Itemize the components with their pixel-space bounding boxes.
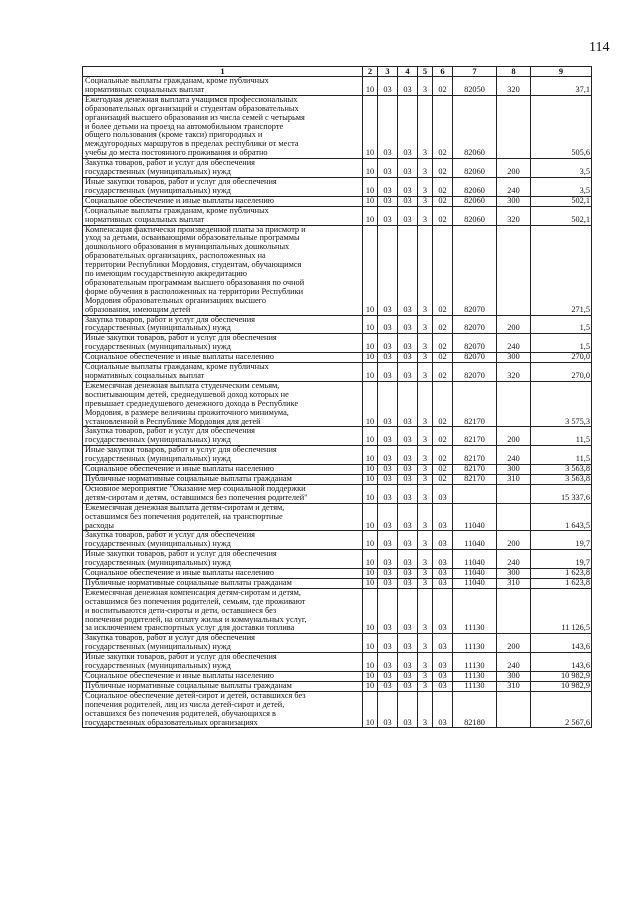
event-code: 02	[433, 353, 453, 363]
table-row	[83, 206, 592, 225]
section-code: 10	[363, 225, 378, 315]
subsection-code: 03	[378, 315, 398, 334]
section-code: 10	[363, 484, 378, 503]
amount: 11,5	[531, 446, 592, 465]
table-row	[83, 381, 592, 427]
amount: 271,5	[531, 225, 592, 315]
subsection-code: 03	[378, 484, 398, 503]
subsection-code: 03	[378, 353, 398, 363]
program-code: 03	[398, 653, 418, 672]
subsection-code: 03	[378, 634, 398, 653]
expense-type-code: 300	[497, 569, 531, 579]
row-description: Социальные выплаты гражданам, кроме публичных нормативных социальных выплат	[83, 363, 363, 382]
subsection-code: 03	[378, 588, 398, 634]
subprogram-code: 3	[418, 77, 433, 96]
program-code: 03	[398, 353, 418, 363]
direction-code: 11130	[453, 588, 497, 634]
amount: 502,1	[531, 196, 592, 206]
table-row	[83, 465, 592, 475]
subsection-code: 03	[378, 177, 398, 196]
program-code: 03	[398, 225, 418, 315]
program-code: 03	[398, 196, 418, 206]
direction-code: 82060	[453, 206, 497, 225]
column-header: 7	[453, 67, 497, 77]
table-row	[83, 363, 592, 382]
subsection-code: 03	[378, 196, 398, 206]
subsection-code: 03	[378, 672, 398, 682]
amount: 3 563,8	[531, 465, 592, 475]
table-row	[83, 672, 592, 682]
subprogram-code: 3	[418, 381, 433, 427]
event-code: 03	[433, 653, 453, 672]
section-code: 10	[363, 206, 378, 225]
expense-type-code: 320	[497, 77, 531, 96]
amount: 3 575,3	[531, 381, 592, 427]
event-code: 03	[433, 691, 453, 728]
subprogram-code: 3	[418, 315, 433, 334]
section-code: 10	[363, 531, 378, 550]
direction-code: 82060	[453, 159, 497, 178]
table-row	[83, 334, 592, 353]
program-code: 03	[398, 465, 418, 475]
amount: 505,6	[531, 95, 592, 158]
event-code: 03	[433, 569, 453, 579]
program-code: 03	[398, 503, 418, 531]
section-code: 10	[363, 196, 378, 206]
row-description: Иные закупки товаров, работ и услуг для обеспечения государственных (муниципальных) нужд	[83, 653, 363, 672]
subprogram-code: 3	[418, 653, 433, 672]
direction-code: 11040	[453, 503, 497, 531]
direction-code	[453, 484, 497, 503]
row-description: Социальное обеспечение и иные выплаты населению	[83, 569, 363, 579]
expense-type-code: 240	[497, 446, 531, 465]
section-code: 10	[363, 77, 378, 96]
program-code: 03	[398, 691, 418, 728]
event-code: 03	[433, 588, 453, 634]
program-code: 03	[398, 95, 418, 158]
section-code: 10	[363, 634, 378, 653]
event-code: 02	[433, 159, 453, 178]
subprogram-code: 3	[418, 465, 433, 475]
direction-code: 82060	[453, 196, 497, 206]
amount: 19,7	[531, 531, 592, 550]
event-code: 03	[433, 672, 453, 682]
amount: 1 623,8	[531, 578, 592, 588]
column-header: 5	[418, 67, 433, 77]
event-code: 02	[433, 177, 453, 196]
event-code: 02	[433, 381, 453, 427]
expense-type-code	[497, 691, 531, 728]
subprogram-code: 3	[418, 159, 433, 178]
table-row	[83, 531, 592, 550]
subsection-code: 03	[378, 225, 398, 315]
amount: 3,5	[531, 159, 592, 178]
amount: 10 982,9	[531, 672, 592, 682]
section-code: 10	[363, 315, 378, 334]
expense-type-code	[497, 381, 531, 427]
expense-type-code: 200	[497, 531, 531, 550]
event-code: 02	[433, 206, 453, 225]
table-row	[83, 569, 592, 579]
subprogram-code: 3	[418, 334, 433, 353]
program-code: 03	[398, 159, 418, 178]
amount: 3,5	[531, 177, 592, 196]
row-description: Закупка товаров, работ и услуг для обеспечения государственных (муниципальных) нужд	[83, 315, 363, 334]
section-code: 10	[363, 681, 378, 691]
expense-type-code: 200	[497, 159, 531, 178]
expense-type-code: 200	[497, 315, 531, 334]
amount: 11,5	[531, 427, 592, 446]
program-code: 03	[398, 569, 418, 579]
column-header: 6	[433, 67, 453, 77]
program-code: 03	[398, 315, 418, 334]
amount: 11 126,5	[531, 588, 592, 634]
subsection-code: 03	[378, 334, 398, 353]
direction-code: 82060	[453, 95, 497, 158]
column-header: 1	[83, 67, 363, 77]
expense-type-code: 240	[497, 550, 531, 569]
event-code: 02	[433, 95, 453, 158]
row-description: Иные закупки товаров, работ и услуг для обеспечения государственных (муниципальных) нужд	[83, 550, 363, 569]
column-header: 4	[398, 67, 418, 77]
expense-type-code	[497, 95, 531, 158]
row-description: Социальные выплаты гражданам, кроме публичных нормативных социальных выплат	[83, 206, 363, 225]
expense-type-code	[497, 225, 531, 315]
subsection-code: 03	[378, 427, 398, 446]
amount: 1,5	[531, 315, 592, 334]
table-row	[83, 474, 592, 484]
direction-code: 11130	[453, 634, 497, 653]
row-description: Ежемесячная денежная компенсация детям-сиротам и детям, оставшимся без попечения родителей, семьям, где проживают и воспитываются дети-сироты и дети, оставшиеся без попечения родителей, на оплату жилья и коммунальных услуг, за исключением транспортных услуг для доставки топлива	[83, 588, 363, 634]
event-code: 02	[433, 196, 453, 206]
direction-code: 82180	[453, 691, 497, 728]
subprogram-code: 3	[418, 206, 433, 225]
event-code: 02	[433, 474, 453, 484]
section-code: 10	[363, 159, 378, 178]
amount: 15 337,6	[531, 484, 592, 503]
subsection-code: 03	[378, 691, 398, 728]
expense-type-code: 240	[497, 653, 531, 672]
row-description: Публичные нормативные социальные выплаты гражданам	[83, 681, 363, 691]
amount: 1 623,8	[531, 569, 592, 579]
section-code: 10	[363, 381, 378, 427]
table-row	[83, 225, 592, 315]
subprogram-code: 3	[418, 353, 433, 363]
table-row	[83, 681, 592, 691]
amount: 19,7	[531, 550, 592, 569]
amount: 1 643,5	[531, 503, 592, 531]
direction-code: 82060	[453, 177, 497, 196]
row-description: Закупка товаров, работ и услуг для обеспечения государственных (муниципальных) нужд	[83, 427, 363, 446]
subsection-code: 03	[378, 77, 398, 96]
event-code: 03	[433, 681, 453, 691]
direction-code: 82070	[453, 225, 497, 315]
section-code: 10	[363, 474, 378, 484]
section-code: 10	[363, 427, 378, 446]
table-row	[83, 77, 592, 96]
table-row	[83, 353, 592, 363]
row-description: Закупка товаров, работ и услуг для обеспечения государственных (муниципальных) нужд	[83, 159, 363, 178]
subsection-code: 03	[378, 446, 398, 465]
header-row	[83, 67, 592, 77]
direction-code: 82070	[453, 363, 497, 382]
row-description: Ежемесячная денежная выплата детям-сиротам и детям, оставшимся без попечения родителей, на транспортные расходы	[83, 503, 363, 531]
row-description: Основное мероприятие "Оказание мер социальной поддержки детям-сиротам и детям, оставшимся без попечения родителей"	[83, 484, 363, 503]
expense-type-code: 240	[497, 334, 531, 353]
table-body	[83, 77, 592, 728]
program-code: 03	[398, 681, 418, 691]
event-code: 02	[433, 446, 453, 465]
amount: 3 563,8	[531, 474, 592, 484]
program-code: 03	[398, 381, 418, 427]
section-code: 10	[363, 588, 378, 634]
direction-code: 11040	[453, 569, 497, 579]
direction-code: 11040	[453, 578, 497, 588]
row-description: Ежемесячная денежная выплата студенческим семьям, воспитывающим детей, среднедушевой доход которых не превышает среднедушевого денежного дохода в Республике Мордовия, в размере величины прожиточного минимума, установленной в Республике Мордовия для детей	[83, 381, 363, 427]
subsection-code: 03	[378, 503, 398, 531]
direction-code: 11130	[453, 653, 497, 672]
table-row	[83, 634, 592, 653]
direction-code: 11130	[453, 672, 497, 682]
subsection-code: 03	[378, 381, 398, 427]
event-code: 02	[433, 363, 453, 382]
table-row	[83, 159, 592, 178]
subsection-code: 03	[378, 653, 398, 672]
expense-type-code: 200	[497, 634, 531, 653]
table-row	[83, 578, 592, 588]
amount: 270,0	[531, 363, 592, 382]
table-row	[83, 653, 592, 672]
section-code: 10	[363, 465, 378, 475]
direction-code: 11040	[453, 531, 497, 550]
event-code: 02	[433, 334, 453, 353]
row-description: Социальное обеспечение детей-сирот и детей, оставшихся без попечения родителей, лиц из числа детей-сирот и детей, оставшихся без попечения родителей, обучающихся в государственных образовательных организациях	[83, 691, 363, 728]
event-code: 03	[433, 503, 453, 531]
program-code: 03	[398, 578, 418, 588]
direction-code: 11130	[453, 681, 497, 691]
row-description: Иные закупки товаров, работ и услуг для обеспечения государственных (муниципальных) нужд	[83, 177, 363, 196]
subprogram-code: 3	[418, 681, 433, 691]
table-row	[83, 315, 592, 334]
subsection-code: 03	[378, 363, 398, 382]
subprogram-code: 3	[418, 484, 433, 503]
section-code: 10	[363, 363, 378, 382]
expense-type-code	[497, 484, 531, 503]
subprogram-code: 3	[418, 177, 433, 196]
subprogram-code: 3	[418, 634, 433, 653]
event-code: 03	[433, 531, 453, 550]
section-code: 10	[363, 95, 378, 158]
expense-type-code: 310	[497, 681, 531, 691]
event-code: 02	[433, 427, 453, 446]
amount: 270,0	[531, 353, 592, 363]
amount: 2 567,6	[531, 691, 592, 728]
program-code: 03	[398, 427, 418, 446]
section-code: 10	[363, 672, 378, 682]
row-description: Компенсация фактически произведенной платы за присмотр и уход за детьми, осваивающими образовательные программы дошкольного образования в муниципальных дошкольных образовательных организациях, расположенных на территории Республики Мордовия, студентам, обучающимся по имеющим государственную аккредитацию образовательным программам высшего образования по очной форме обучения в расположенных на территории Республики Мордовия образовательных организациях высшего образования, имеющим детей	[83, 225, 363, 315]
table-row	[83, 196, 592, 206]
subsection-code: 03	[378, 206, 398, 225]
column-header: 2	[363, 67, 378, 77]
event-code: 03	[433, 578, 453, 588]
section-code: 10	[363, 353, 378, 363]
subprogram-code: 3	[418, 225, 433, 315]
row-description: Иные закупки товаров, работ и услуг для обеспечения государственных (муниципальных) нужд	[83, 334, 363, 353]
program-code: 03	[398, 177, 418, 196]
program-code: 03	[398, 474, 418, 484]
amount: 10 982,9	[531, 681, 592, 691]
section-code: 10	[363, 503, 378, 531]
event-code: 03	[433, 484, 453, 503]
column-header: 3	[378, 67, 398, 77]
direction-code: 82170	[453, 381, 497, 427]
program-code: 03	[398, 77, 418, 96]
row-description: Ежегодная денежная выплата учащимся профессиональных образовательных организаций и студентам образовательных организаций высшего образования из числа семей с четырьмя и более детьми на проезд на автомобильном транспорте общего пользования (кроме такси) пригородных и междугородных маршрутов в пределах республики от места учебы до места постоянного проживания и обратно	[83, 95, 363, 158]
table-row	[83, 177, 592, 196]
table-row	[83, 588, 592, 634]
subprogram-code: 3	[418, 446, 433, 465]
table-row	[83, 691, 592, 728]
column-header: 8	[497, 67, 531, 77]
column-header: 9	[531, 67, 592, 77]
program-code: 03	[398, 531, 418, 550]
expense-type-code: 320	[497, 206, 531, 225]
table-row	[83, 550, 592, 569]
table-row	[83, 427, 592, 446]
section-code: 10	[363, 446, 378, 465]
section-code: 10	[363, 653, 378, 672]
program-code: 03	[398, 672, 418, 682]
row-description: Закупка товаров, работ и услуг для обеспечения государственных (муниципальных) нужд	[83, 531, 363, 550]
subsection-code: 03	[378, 681, 398, 691]
amount: 143,6	[531, 634, 592, 653]
page-number: 114	[589, 40, 610, 55]
row-description: Иные закупки товаров, работ и услуг для обеспечения государственных (муниципальных) нужд	[83, 446, 363, 465]
program-code: 03	[398, 334, 418, 353]
event-code: 02	[433, 315, 453, 334]
program-code: 03	[398, 446, 418, 465]
program-code: 03	[398, 634, 418, 653]
row-description: Публичные нормативные социальные выплаты гражданам	[83, 578, 363, 588]
event-code: 02	[433, 225, 453, 315]
subsection-code: 03	[378, 550, 398, 569]
subprogram-code: 3	[418, 474, 433, 484]
expense-type-code	[497, 503, 531, 531]
direction-code: 82170	[453, 465, 497, 475]
program-code: 03	[398, 588, 418, 634]
event-code: 03	[433, 634, 453, 653]
direction-code: 82070	[453, 334, 497, 353]
section-code: 10	[363, 691, 378, 728]
amount: 1,5	[531, 334, 592, 353]
table-row	[83, 446, 592, 465]
amount: 143,6	[531, 653, 592, 672]
subsection-code: 03	[378, 95, 398, 158]
row-description: Социальное обеспечение и иные выплаты населению	[83, 465, 363, 475]
subprogram-code: 3	[418, 196, 433, 206]
subprogram-code: 3	[418, 531, 433, 550]
subprogram-code: 3	[418, 503, 433, 531]
subprogram-code: 3	[418, 578, 433, 588]
event-code: 03	[433, 550, 453, 569]
program-code: 03	[398, 484, 418, 503]
direction-code: 82070	[453, 315, 497, 334]
budget-table	[82, 66, 592, 728]
expense-type-code: 310	[497, 474, 531, 484]
table-row	[83, 484, 592, 503]
amount: 37,1	[531, 77, 592, 96]
row-description: Социальное обеспечение и иные выплаты населению	[83, 196, 363, 206]
expense-type-code: 300	[497, 672, 531, 682]
direction-code: 82170	[453, 446, 497, 465]
subprogram-code: 3	[418, 95, 433, 158]
amount: 502,1	[531, 206, 592, 225]
table-row	[83, 95, 592, 158]
subsection-code: 03	[378, 569, 398, 579]
subprogram-code: 3	[418, 691, 433, 728]
expense-type-code	[497, 588, 531, 634]
subsection-code: 03	[378, 159, 398, 178]
section-code: 10	[363, 177, 378, 196]
row-description: Социальные выплаты гражданам, кроме публичных нормативных социальных выплат	[83, 77, 363, 96]
program-code: 03	[398, 206, 418, 225]
section-code: 10	[363, 334, 378, 353]
direction-code: 11040	[453, 550, 497, 569]
expense-type-code: 300	[497, 465, 531, 475]
expense-type-code: 310	[497, 578, 531, 588]
subsection-code: 03	[378, 465, 398, 475]
subprogram-code: 3	[418, 427, 433, 446]
expense-type-code: 300	[497, 196, 531, 206]
expense-type-code: 300	[497, 353, 531, 363]
direction-code: 82170	[453, 427, 497, 446]
subsection-code: 03	[378, 578, 398, 588]
section-code: 10	[363, 569, 378, 579]
subsection-code: 03	[378, 474, 398, 484]
event-code: 02	[433, 465, 453, 475]
section-code: 10	[363, 578, 378, 588]
row-description: Публичные нормативные социальные выплаты гражданам	[83, 474, 363, 484]
program-code: 03	[398, 550, 418, 569]
direction-code: 82070	[453, 353, 497, 363]
row-description: Социальное обеспечение и иные выплаты населению	[83, 672, 363, 682]
direction-code: 82170	[453, 474, 497, 484]
subprogram-code: 3	[418, 550, 433, 569]
subprogram-code: 3	[418, 588, 433, 634]
table-row	[83, 503, 592, 531]
program-code: 03	[398, 363, 418, 382]
subsection-code: 03	[378, 531, 398, 550]
expense-type-code: 320	[497, 363, 531, 382]
event-code: 02	[433, 77, 453, 96]
row-description: Закупка товаров, работ и услуг для обеспечения государственных (муниципальных) нужд	[83, 634, 363, 653]
row-description: Социальное обеспечение и иные выплаты населению	[83, 353, 363, 363]
direction-code: 82050	[453, 77, 497, 96]
subprogram-code: 3	[418, 672, 433, 682]
section-code: 10	[363, 550, 378, 569]
subprogram-code: 3	[418, 569, 433, 579]
subprogram-code: 3	[418, 363, 433, 382]
expense-type-code: 200	[497, 427, 531, 446]
expense-type-code: 240	[497, 177, 531, 196]
